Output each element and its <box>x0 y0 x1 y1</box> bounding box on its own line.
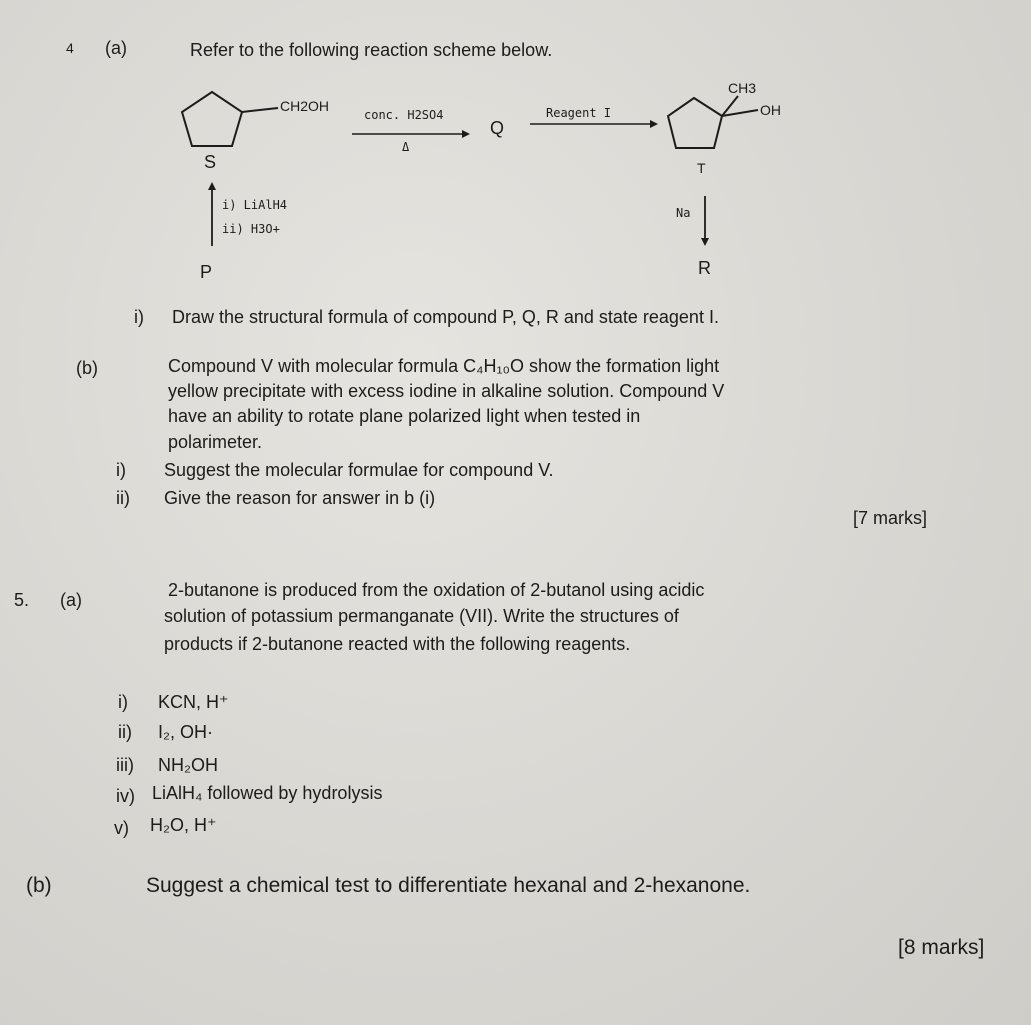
lialh4-step-2: ii) H3O+ <box>222 222 280 236</box>
compound-r-label: R <box>698 258 711 278</box>
compound-t-ring <box>668 98 722 148</box>
question-5-marks: [8 marks] <box>898 936 985 959</box>
compound-s-substituent: CH2OH <box>280 98 330 114</box>
question-4b-line-3: have an ability to rotate plane polarized light when tested in <box>168 406 641 426</box>
compound-t-oh: OH <box>760 102 781 118</box>
arrow-1-reagent: conc. H2SO4 <box>364 108 444 122</box>
reagent-item-number: i) <box>118 692 128 712</box>
compound-s-bond <box>242 108 278 112</box>
compound-s-ring <box>182 92 242 146</box>
question-5-number: 5. <box>14 590 30 610</box>
arrow-1-heat: Δ <box>402 140 410 154</box>
reagent-item-number: iii) <box>116 755 134 775</box>
reagent-item-number: v) <box>114 818 129 838</box>
lialh4-step-1: i) LiAlH4 <box>222 198 288 212</box>
question-4b-label: (b) <box>76 358 98 378</box>
compound-t-oh-bond <box>722 110 758 116</box>
question-5b-text: Suggest a chemical test to differentiate hexanal and 2-hexanone. <box>146 874 751 897</box>
question-4b-ii-number: ii) <box>116 488 130 508</box>
reagent-item-text: KCN, H⁺ <box>158 692 229 712</box>
compound-p-label: P <box>200 262 213 282</box>
question-4a-i-number: i) <box>134 307 144 327</box>
question-5b-label: (b) <box>26 874 52 897</box>
compound-t-label: T <box>697 160 706 176</box>
compound-t-ch3: CH3 <box>728 80 757 96</box>
sodium-reagent: Na <box>676 206 691 220</box>
question-4a-intro: Refer to the following reaction scheme below. <box>190 40 553 60</box>
question-4b-i-number: i) <box>116 460 126 480</box>
compound-q-label: Q <box>490 118 505 138</box>
reagent-item-number: iv) <box>116 786 135 806</box>
question-5a-label: (a) <box>60 590 82 610</box>
reagent-item-text: H₂O, H⁺ <box>150 815 217 835</box>
question-4b-ii-text: Give the reason for answer in b (i) <box>164 488 436 508</box>
reagent-item-text: LiAlH₄ followed by hydrolysis <box>152 783 383 803</box>
question-4-marks: [7 marks] <box>853 508 928 528</box>
compound-s-label: S <box>204 152 217 172</box>
question-4b-i-text: Suggest the molecular formulae for compound V. <box>164 460 554 480</box>
question-4b-line-1: Compound V with molecular formula C₄H₁₀O show the formation light <box>168 356 720 376</box>
reagent-item-number: ii) <box>118 722 132 742</box>
reaction-scheme <box>0 0 1031 300</box>
question-5a-line-3: products if 2-butanone reacted with the following reagents. <box>164 634 631 654</box>
reagent-item-text: I₂, OH· <box>158 722 213 742</box>
arrow-2-reagent: Reagent I <box>546 106 612 120</box>
question-4a-label: (a) <box>105 38 127 58</box>
question-4b-line-4: polarimeter. <box>168 432 263 452</box>
question-5a-line-2: solution of potassium permanganate (VII). Write the structures of <box>164 606 679 626</box>
question-4-number: 4 <box>66 40 74 56</box>
question-4b-line-2: yellow precipitate with excess iodine in alkaline solution. Compound V <box>168 381 725 401</box>
question-4a-i-text: Draw the structural formula of compound P, Q, R and state reagent I. <box>172 307 719 327</box>
reagent-item-text: NH₂OH <box>158 755 218 775</box>
question-5a-line-1: 2-butanone is produced from the oxidation of 2-butanol using acidic <box>168 580 705 600</box>
